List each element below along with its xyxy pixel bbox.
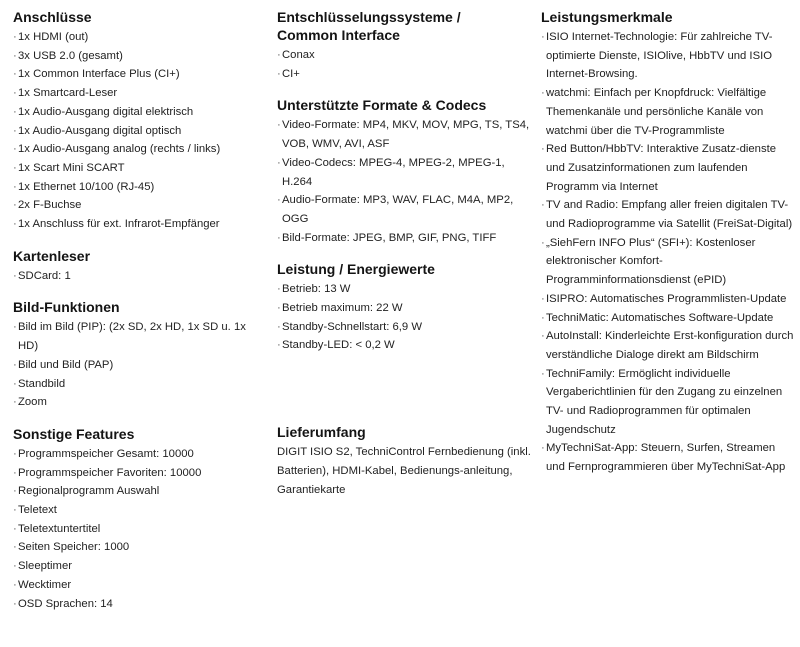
section-title-line: Entschlüsselungssysteme / (277, 9, 461, 25)
list-item: · Bild-Formate: JPEG, BMP, GIF, PNG, TIFF (277, 229, 532, 248)
section-leistung-energiewerte (277, 260, 532, 355)
list-item: · Programmspeicher Gesamt: 10000 (13, 445, 268, 464)
feature-list (277, 116, 532, 247)
list-item: · 3x USB 2.0 (gesamt) (13, 47, 268, 66)
list-item: · Standby-Schnellstart: 6,9 W (277, 318, 532, 337)
list-item: · Teletextuntertitel (13, 520, 268, 539)
section-formate-codecs (277, 96, 532, 247)
list-item: · MyTechniSat-App: Steuern, Surfen, Streamen und Fernprogrammieren über MyTechniSat-App (541, 439, 797, 476)
feature-list (277, 46, 532, 83)
feature-list (541, 28, 797, 477)
list-item: · Standby-LED: < 0,2 W (277, 336, 532, 355)
list-item: · Bild und Bild (PAP) (13, 356, 268, 375)
list-item: · SDCard: 1 (13, 267, 268, 286)
list-item: · Wecktimer (13, 576, 268, 595)
list-item: · ISIPRO: Automatisches Programmlisten-Update (541, 290, 797, 309)
section-title: Leistungsmerkmale (541, 9, 673, 25)
list-item: · 2x F-Buchse (13, 196, 268, 215)
column-right (541, 8, 797, 477)
section-title: Leistung / Energiewerte (277, 261, 435, 278)
section-title: Bild-Funktionen (13, 299, 120, 316)
section-anschluesse (13, 8, 268, 234)
list-item: · AutoInstall: Kinderleichte Erst-konfiguration durch verständliche Dialoge direkt am Bildschirm (541, 327, 797, 364)
feature-list (13, 267, 268, 286)
list-item: · TechniMatic: Automatisches Software-Update (541, 309, 797, 328)
list-item: · 1x Audio-Ausgang digital optisch (13, 122, 268, 141)
list-item: · Seiten Speicher: 1000 (13, 538, 268, 557)
list-item: · 1x Audio-Ausgang analog (rechts / links) (13, 140, 268, 159)
section-lieferumfang (277, 423, 532, 499)
feature-list (277, 280, 532, 355)
list-item: · 1x Anschluss für ext. Infrarot-Empfänger (13, 215, 268, 234)
list-item: · ISIO Internet-Technologie: Für zahlreiche TV-optimierte Dienste, ISIOlive, HbbTV und ISIO Internet-Browsing. (541, 28, 797, 84)
list-item: · Programmspeicher Favoriten: 10000 (13, 464, 268, 483)
list-item: · Red Button/HbbTV: Interaktive Zusatz-dienste und Zusatzinformationen zum laufenden Programm via Internet (541, 140, 797, 196)
section-title: Kartenleser (13, 247, 91, 264)
list-item: · 1x Scart Mini SCART (13, 159, 268, 178)
column-middle (277, 8, 532, 499)
list-item: · Bild im Bild (PIP): (2x SD, 2x HD, 1x SD u. 1x HD) (13, 318, 268, 355)
list-item: · Betrieb: 13 W (277, 280, 532, 299)
list-item: · Regionalprogramm Auswahl (13, 482, 268, 501)
list-item: · watchmi: Einfach per Knopfdruck: Vielfältige Themenkanäle und persönliche Kanäle von watchmi über die TV-Programmliste (541, 84, 797, 140)
section-title (277, 8, 532, 44)
section-title: Sonstige Features (13, 425, 135, 442)
list-item: · Audio-Formate: MP3, WAV, FLAC, M4A, MP2, OGG (277, 191, 532, 228)
list-item: · CI+ (277, 65, 532, 84)
list-item: · 1x Common Interface Plus (CI+) (13, 65, 268, 84)
list-item: · Video-Codecs: MPEG-4, MPEG-2, MPEG-1, H.264 (277, 154, 532, 191)
section-sonstige-features (13, 425, 268, 613)
list-item: · TechniFamily: Ermöglicht individuelle Vergaberichtlinien für den Zugang zu einzelnen TV- und Radioprogrammen für optimalen Jugendschutz (541, 365, 797, 440)
list-item: · 1x Smartcard-Leser (13, 84, 268, 103)
list-item: · Standbild (13, 375, 268, 394)
list-item: · OSD Sprachen: 14 (13, 595, 268, 614)
section-entschluesselung (277, 8, 532, 83)
list-item: · Sleeptimer (13, 557, 268, 576)
list-item: · Betrieb maximum: 22 W (277, 299, 532, 318)
section-kartenleser (13, 247, 268, 286)
list-item: · Zoom (13, 393, 268, 412)
section-title: Lieferumfang (277, 424, 366, 441)
section-title: Anschlüsse (13, 9, 92, 25)
feature-list (13, 445, 268, 613)
feature-list (13, 28, 268, 234)
list-item: · Video-Formate: MP4, MKV, MOV, MPG, TS, TS4, VOB, WMV, AVI, ASF (277, 116, 532, 153)
list-item: · 1x Ethernet 10/100 (RJ-45) (13, 178, 268, 197)
section-paragraph: DIGIT ISIO S2, TechniControl Fernbedienung (inkl. Batterien), HDMI-Kabel, Bedienungs-anleitung, Garantiekarte (277, 446, 531, 496)
section-leistungsmerkmale (541, 8, 797, 477)
list-item: · Conax (277, 46, 532, 65)
column-left (13, 8, 268, 613)
list-item: · Teletext (13, 501, 268, 520)
feature-list (13, 318, 268, 412)
list-item: · „SiehFern INFO Plus“ (SFI+): Kostenloser elektronischer Komfort-Programminformationsdienst (ePID) (541, 234, 797, 290)
list-item: · TV and Radio: Empfang aller freien digitalen TV- und Radioprogramme via Satellit (FreiSat-Digital) (541, 196, 797, 233)
list-item: · 1x Audio-Ausgang digital elektrisch (13, 103, 268, 122)
section-bild-funktionen (13, 298, 268, 412)
section-title: Unterstützte Formate & Codecs (277, 97, 487, 114)
section-title-line: Common Interface (277, 27, 400, 43)
list-item: · 1x HDMI (out) (13, 28, 268, 47)
